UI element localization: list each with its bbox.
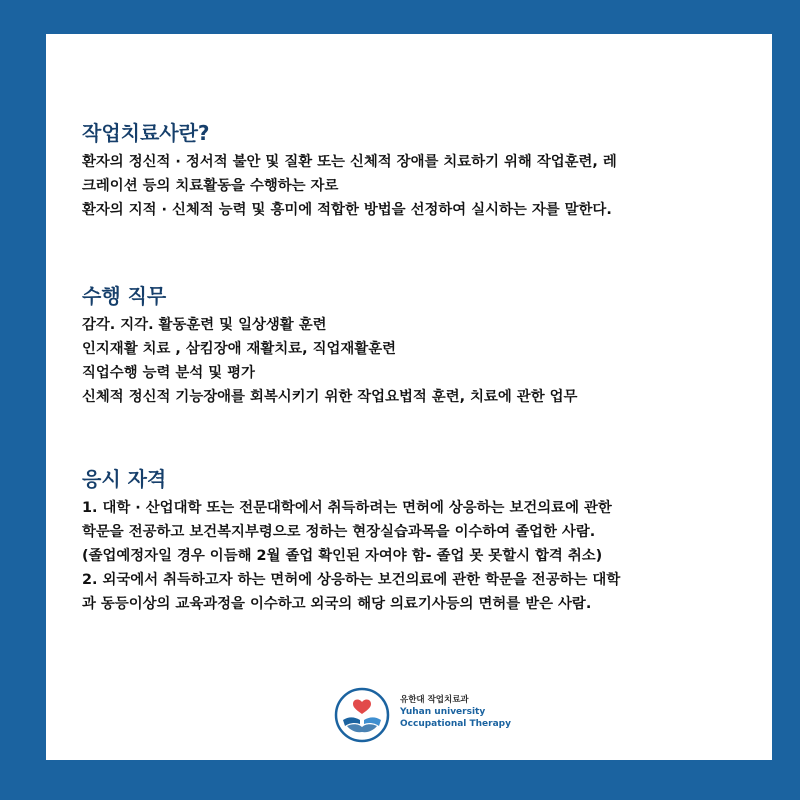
logo-english-2: Occupational Therapy <box>400 719 511 729</box>
text-line: 인지재활 치료 , 삼킴장애 재활치료, 직업재활훈련 <box>82 341 397 357</box>
text-line: (졸업예정자일 경우 이듬해 2월 졸업 확인된 자여야 함- 졸업 못 못할시 합격 취소) <box>82 548 603 564</box>
text-line: 학문을 전공하고 보건복지부령으로 정하는 현장실습과목을 이수하여 졸업한 사람. <box>82 524 596 540</box>
text-line: 과 동등이상의 교육과정을 이수하고 외국의 해당 의료기사등의 면허를 받은 사람. <box>82 596 592 612</box>
text-line: 환자의 지적 · 신체적 능력 및 흥미에 적합한 방법을 선정하여 실시하는 자를 말한다. <box>82 202 612 218</box>
text-line: 감각. 지각. 활동훈련 및 일상생활 훈련 <box>82 317 327 333</box>
text-line: 신체적 정신적 기능장애를 회복시키기 위한 작업요법적 훈련, 치료에 관한 업무 <box>82 389 578 405</box>
section-title: 응시 자격 <box>82 467 167 491</box>
section-title: 작업치료사란? <box>82 121 210 145</box>
section-definition <box>82 120 752 222</box>
logo-text <box>400 694 511 730</box>
text-line: 크레이션 등의 치료활동을 수행하는 자로 <box>82 178 339 194</box>
content-card <box>46 34 772 760</box>
section-title: 수행 직무 <box>82 284 167 308</box>
section-qualification <box>82 466 752 616</box>
logo-korean: 유한대 작업치료과 <box>400 695 469 705</box>
text-line: 환자의 정신적 · 정서적 불안 및 질환 또는 신체적 장애를 치료하기 위해 작업훈련, 레 <box>82 154 617 170</box>
hands-heart-icon <box>333 686 391 748</box>
text-line: 1. 대학 · 산업대학 또는 전문대학에서 취득하려는 면허에 상응하는 보건의료에 관한 <box>82 500 612 516</box>
logo-english-1: Yuhan university <box>400 707 486 717</box>
section-duties <box>82 283 752 409</box>
text-line: 2. 외국에서 취득하고자 하는 면허에 상응하는 보건의료에 관한 학문을 전공하는 대학 <box>82 572 621 588</box>
text-line: 직업수행 능력 분석 및 평가 <box>82 365 255 381</box>
